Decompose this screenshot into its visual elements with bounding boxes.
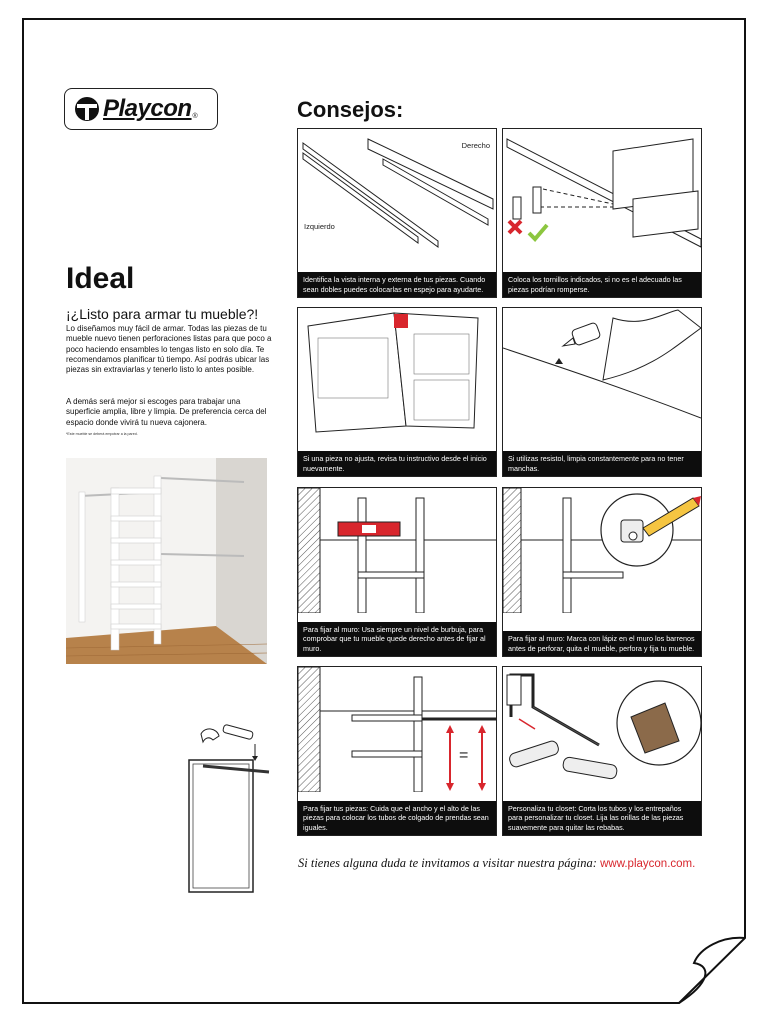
tip-panel-4 [502, 307, 702, 477]
tip-panel-2 [502, 128, 702, 298]
playcon-logo: Playcon ® [64, 88, 218, 130]
panel-saw-illustration [503, 667, 701, 792]
tips-title: Consejos: [297, 97, 404, 122]
tip-panel-8 [502, 666, 702, 836]
footer-text: Si tienes alguna duda te invitamos a visitar nuestra página: [298, 856, 597, 870]
subtitle: ¡¿Listo para armar tu mueble?! [66, 306, 259, 322]
playcon-mark-icon [73, 95, 101, 123]
equals-sign: = [459, 747, 469, 764]
closet-photo [66, 458, 267, 664]
panel-manual-illustration [298, 308, 496, 433]
fine-print: *Este mueble se deberá empotrar a la pared. [66, 432, 138, 436]
tip-panel-1 [297, 128, 497, 298]
tip-caption: Si una pieza no ajusta, revisa tu instructivo desde el inicio nuevamente. [298, 451, 496, 476]
tip-panel-7 [297, 666, 497, 836]
panel-glue-illustration [503, 308, 701, 433]
label-left: Izquierdo [304, 222, 335, 231]
check-icon [529, 225, 547, 239]
tip-caption: Personaliza tu closet: Corta los tubos y los entrepaños para personalizar tu closet. Lija las orillas de las piezas suavemente para quitar las rebabas. [503, 801, 701, 835]
intro-paragraph-2: A demás será mejor si escoges para trabajar una superficie amplia, libre y limpia. De preferencia cerca del espacio donde vivirá tu nueva cajonera. [66, 397, 267, 427]
screw-icon [513, 187, 541, 219]
intro-paragraph: Lo diseñamos muy fácil de armar. Todas las piezas de tu mueble nuevo tienen perforaciones listas para que poco a poco haciendo ensambles lo tengas listo en solo día. Te recomendamos planificar tú tiempo. Así podrás ubicar las piezas sin extraviarlas y tenerlo listo lo antes posible. [66, 324, 272, 375]
footer-note [298, 855, 695, 872]
tip-caption: Para fijar al muro: Marca con lápiz en el muro los barrenos antes de perforar, quita el mueble, perfora y fija tu mueble. [503, 631, 701, 656]
panel-measure-illustration [298, 667, 496, 792]
panel-screws-illustration [503, 129, 701, 254]
website-link[interactable]: www.playcon.com. [600, 858, 696, 870]
assembly-hammer-illustration [183, 722, 275, 894]
tip-panel-6 [502, 487, 702, 657]
brand-name: Playcon [103, 95, 192, 122]
tip-caption: Para fijar tus piezas: Cuida que el ancho y el alto de las piezas para colocar los tubos de colgado de prendas sean iguales. [298, 801, 496, 835]
tip-caption: Si utilizas resistol, limpia constantemente para no tener manchas. [503, 451, 701, 476]
panel-level-illustration [298, 488, 496, 613]
label-right: Derecho [461, 141, 490, 150]
tip-caption: Identifica la vista interna y externa de tus piezas. Cuando sean dobles puedes colocarlas en espejo para ayudarte. [298, 272, 496, 297]
tip-panel-5 [297, 487, 497, 657]
cross-icon [509, 221, 521, 233]
tip-caption: Para fijar al muro: Usa siempre un nivel de burbuja, para comprobar que tu mueble quede derecho antes de fijar al muro. [298, 622, 496, 656]
tip-panel-3 [297, 307, 497, 477]
product-title: Ideal [66, 262, 135, 295]
panel-pencil-illustration [503, 488, 701, 613]
tip-caption: Coloca los tornillos indicados, si no es el adecuado las piezas podrían romperse. [503, 272, 701, 297]
